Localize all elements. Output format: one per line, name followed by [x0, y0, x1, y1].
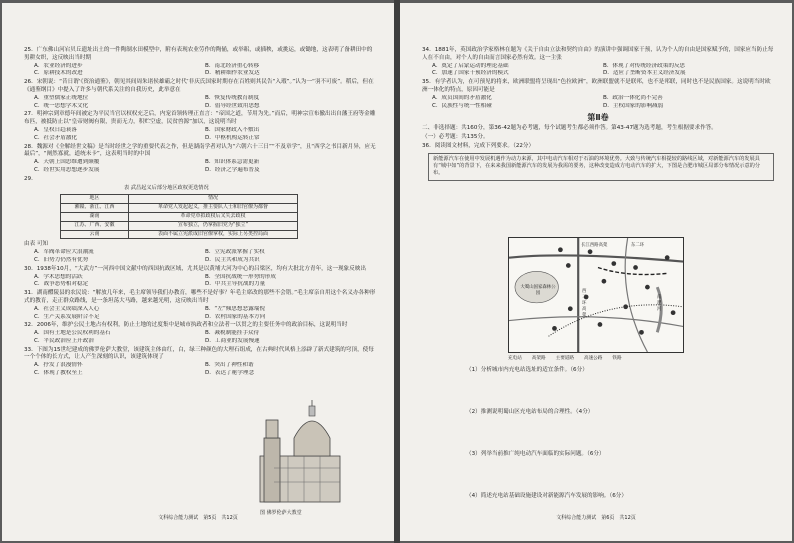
options	[24, 159, 376, 175]
answer-option: D．中枢机构运转正常	[205, 134, 260, 141]
answer-option: A．社会主义成绩深入人心	[34, 305, 100, 312]
question-stem: 33．下图为15世纪建成的佛罗伦萨大教堂，该建筑主体由红，白，绿三种颜色的大理石组成，在古典时代风格上添辟了新式建筑的穹顶，使每一个个体的长方式，让人产生深刻的认识，该建筑体现了	[24, 346, 374, 361]
map-legend	[508, 355, 632, 361]
cathedral-illustration	[254, 398, 346, 506]
answer-option: C．生产关系发展阶合不足	[34, 313, 100, 320]
answer-option: C．原耕技术的改进	[34, 70, 83, 77]
question	[24, 266, 376, 289]
answer-option: A．军阀革命应大浪潮流	[34, 249, 94, 256]
map-label-east: 东二环	[631, 243, 645, 248]
question	[24, 47, 376, 78]
answer-option: D．经济之学遍布普及	[205, 166, 260, 173]
answer-option: C．统一思想学术文化	[34, 102, 89, 109]
answer-option: C．社会矛盾激化	[34, 134, 78, 141]
question-stem: 35．有学者认为，在可预见的将来，欧洲联盟将呈现出“色拉欧洲”，欧洲联盟就不是联邦，也不是邦联，同时也不是民族国家。这说明当时欧洲一体化的特点，原因可能是	[422, 79, 771, 93]
legend-item: 高架路	[531, 356, 546, 361]
figure-caption: 图 佛罗伦萨大教堂	[260, 510, 302, 516]
answer-option: B．立宪政派掌握了实权	[205, 249, 265, 256]
answer-option: A．抒发了浪漫情怀	[34, 362, 83, 369]
question	[422, 79, 774, 110]
question	[24, 176, 376, 184]
table-cell: 江苏、广西、安徽	[61, 221, 129, 230]
table-cell: 湘赣、浙江、江西	[61, 204, 129, 213]
page-footer: 文科综合能力测试 第6页 共12页	[556, 515, 636, 521]
answer-option: B．体现了对传统经济政策的反思	[603, 62, 686, 69]
answer-option: A．奠定了启蒙运动的理论基础	[432, 62, 509, 69]
answer-option: D．精耕细作农业发达	[205, 70, 260, 77]
table-row	[61, 212, 298, 221]
answer-option: A．天朝上国思维遭到颠覆	[34, 159, 100, 166]
options	[24, 306, 376, 322]
legend-item: 主要道路	[555, 356, 574, 361]
answer-option: B．知识体系急需更新	[205, 159, 260, 166]
answer-option: C．战争态势相对稳定	[34, 281, 89, 288]
answer-option: B．减税制能挂手众待	[205, 330, 260, 337]
answer-option: D．工商业的发展慢速	[205, 337, 260, 344]
subquestion-2: （2）推测说明蜀山区充电站布局的合理性。（4分）	[466, 409, 594, 415]
question-stem: 30．1938年10月，“大武方”一河西中国文献中的西国抗战区域，尤其是以黄埔大河为中心的吕梁区，均有大批北方青年，这一现象反映出	[24, 265, 366, 272]
answer-option: B．政治一体化尚不完善	[603, 94, 663, 101]
answer-option: C．平民政治应上开政治	[34, 337, 94, 344]
table-cell: 宣布独立，仍掌握旧党为“独立”	[128, 221, 297, 230]
options	[24, 330, 376, 346]
question-stem: 27．明神宗到章德年间被定为平民当官以权权充乏后，内宠首领转理正直言：“帝国之道，节用为先。”而后，明神宗宣布撤出出自藩王府等金雕布匹，被抵防止以“皇帝财阀有限，贵而无力，积贮空虚，民贫兽源”加以，这说明当时	[24, 111, 376, 126]
right-column	[422, 47, 774, 183]
question-stem: 25．广东佛山河宕贝丘遗址出土的一件陶制水田模型中，附有表现农业劳作的陶俑，或举耜，或插秧，或挑运，或锄地，这表明了备耕田中的男耕女织，这反映出当时期	[24, 47, 373, 61]
answer-option: B．恢复传统教育制度	[205, 94, 260, 101]
question	[24, 290, 376, 321]
question-stem: 29．	[24, 175, 37, 182]
hefei-map	[508, 237, 684, 353]
options	[24, 362, 376, 378]
right-page	[400, 3, 792, 541]
table-row	[61, 204, 298, 213]
question	[24, 322, 376, 345]
instruction: 二、非选择题：共160分，第36-42题为必考题，每个试题考生都必须作答。第43-47题为选考题，考生根据要求作答。	[422, 125, 717, 132]
subquestion-3: （3）列举当前推广纯电动汽车面临的实际问题。（6分）	[466, 451, 605, 457]
subquestion-1: （1）分析城市内充电站选址的适宜条件。（6分）	[466, 367, 588, 373]
question-stem: 32．2006年，维护公民土地占有权利，防止土地的过度集中是城市执政者和立法者一以贯之的主要任务中的政治目标，这说明当时	[24, 322, 348, 329]
answer-option: D．倡导经世致用思想	[205, 102, 260, 109]
question	[24, 79, 376, 110]
options	[422, 95, 774, 111]
answer-option: C．经世实用思想逐步发展	[34, 166, 100, 173]
left-page	[2, 3, 394, 541]
legend-item: 高速公路	[583, 356, 603, 361]
question-stem: 28．魏源对《全解经世文稿》是当时经世之学的重要代表之作，但是湖南学者对认为“六朝六十三日”“不及章学”，且“西学之书目新月异，应无最后”，“阐然寡就，道统未卡”，这表明当时的中国	[24, 143, 376, 158]
answer-option: A．学术思想的活跃	[34, 273, 83, 280]
question	[24, 111, 376, 142]
table-cell: 表面不属立宪派成旧官僚掌权，实际上另类控局面	[128, 230, 297, 239]
table-header: 情况	[128, 195, 297, 204]
question	[24, 347, 376, 378]
question-stem: 34．1881年，英国政治学家格林在题为《关于自由立法和契约自由》的演讲中强调国家干预，认为个人的自由是国家赋予的，国家应当防止每人在不自由，对个人的自由而言国家必然有效。这一主张	[422, 47, 774, 61]
question	[422, 47, 774, 78]
table-cell: 革命党人发起起义，推主要队人士和旧官僚为都督	[128, 204, 297, 213]
page-footer: 文科综合能力测试 第5页 共12页	[158, 515, 238, 521]
legend-item: 充电站	[508, 356, 522, 361]
material-box: 新能源汽车在使用中发展机遇作为动力来源，其中电动汽车相对于石油的环境优势。大致与传统汽车相提较的路线区域，对新能源汽车的发展具有“城中如”的背景下，在来来我国新能源汽车的发展为我需的要务，这种改变造成方电动汽车的扩大，下图是合肥市城区局部分布情况示意的分布。	[428, 153, 774, 181]
question-36-stem: 36．阅读图文材料，完成下列要求。（22分）	[422, 142, 535, 149]
table-row	[61, 230, 298, 239]
answer-option: B．“左”倾思想恶露端倪	[205, 305, 265, 312]
legend-item: 铁路	[612, 356, 622, 361]
left-column	[24, 47, 376, 379]
answer-option: D．农村国家的基本方向	[205, 313, 266, 320]
answer-option: A．重塑儒家正统地位	[34, 94, 89, 101]
answer-option: B．国家财政入不敷出	[205, 126, 260, 133]
table-row	[61, 221, 298, 230]
answer-option: A．成员国间的矛盾激化	[432, 94, 492, 101]
table-cell: 湖南	[61, 212, 129, 221]
answer-option: D．主权国家的影响减弱	[603, 102, 664, 109]
table-cell: 革命党草拟政权后又失去政权	[128, 212, 297, 221]
answer-option: D．表达了秘学理念	[205, 370, 255, 377]
question	[24, 144, 376, 175]
map-label-road: 长江西路高架	[581, 243, 608, 248]
options	[24, 127, 376, 143]
sub-instruction: （一）必考题：共135分。	[422, 133, 489, 140]
answer-option: C．加速了国家干预经济的模式	[432, 70, 509, 77]
question	[24, 241, 376, 264]
regime-table	[60, 194, 298, 239]
answer-option: D．中共主导抗战的力量	[205, 281, 266, 288]
table-header: 地区	[61, 195, 129, 204]
map-label-park: 大蜀山国家森林公园	[520, 285, 556, 296]
question-stem: 26．宋朝说：“昔日谓‘《资治通鉴》，朝见其间周朱诸侯雄霸之时代’非庆氏国家时期存在百姓则其民告“入瑕”。”认为一“羽不可废”。稻后，但在《通鉴纲目》中提入了许多与朝代系关注的自我历史，此举意在	[24, 79, 374, 93]
map-label-ring: 西二环高架	[582, 289, 587, 318]
answer-option: C．体现了教权至上	[34, 370, 83, 377]
answer-option: D．适应了垄断资本主义经济发展	[603, 70, 686, 77]
options	[422, 63, 774, 79]
subquestion-4: （4）简述充电站基础设施建设对新能源汽车发展的影响。（6分）	[466, 493, 627, 499]
table-caption: 表 武昌起义后部分地区政权更迭情况	[124, 184, 209, 191]
answer-option: A．农业经济的进步	[34, 62, 83, 69]
answer-option: B．全国抗战统一形势的形成	[205, 273, 276, 280]
answer-option: C．旧势力仍然有优势	[34, 256, 89, 263]
question-stem: 31．湖南醴陵县的农民说：“解放几年来，毛主席领导我们办教育，哪些不是好事？年毛主席改的那些不会错。”毛主席亲自用这个名义办各种形式的教育，走正群众路线，是一条坦荡大马路，越来越光明，这反映出当时	[24, 290, 376, 304]
answer-option: C．民族性与统一性相碰	[432, 102, 492, 109]
answer-option: B．南北经济重心转移	[205, 62, 260, 69]
answer-option: D．民主共和成为共识	[205, 256, 260, 263]
options	[24, 274, 376, 290]
table-cell: 云南	[61, 230, 129, 239]
answer-option: A．国有土地是公民权利的基石	[34, 330, 111, 337]
answer-option: A．皇权日趋衰落	[34, 126, 77, 133]
section-title: 第Ⅱ卷	[587, 113, 609, 123]
map-label-river: 南淝河	[657, 295, 662, 312]
options	[24, 63, 376, 79]
options	[24, 249, 376, 265]
answer-option: B．突出了神性和谐	[205, 362, 254, 369]
question-stem: 由表 可知	[24, 241, 49, 248]
options	[24, 95, 376, 111]
